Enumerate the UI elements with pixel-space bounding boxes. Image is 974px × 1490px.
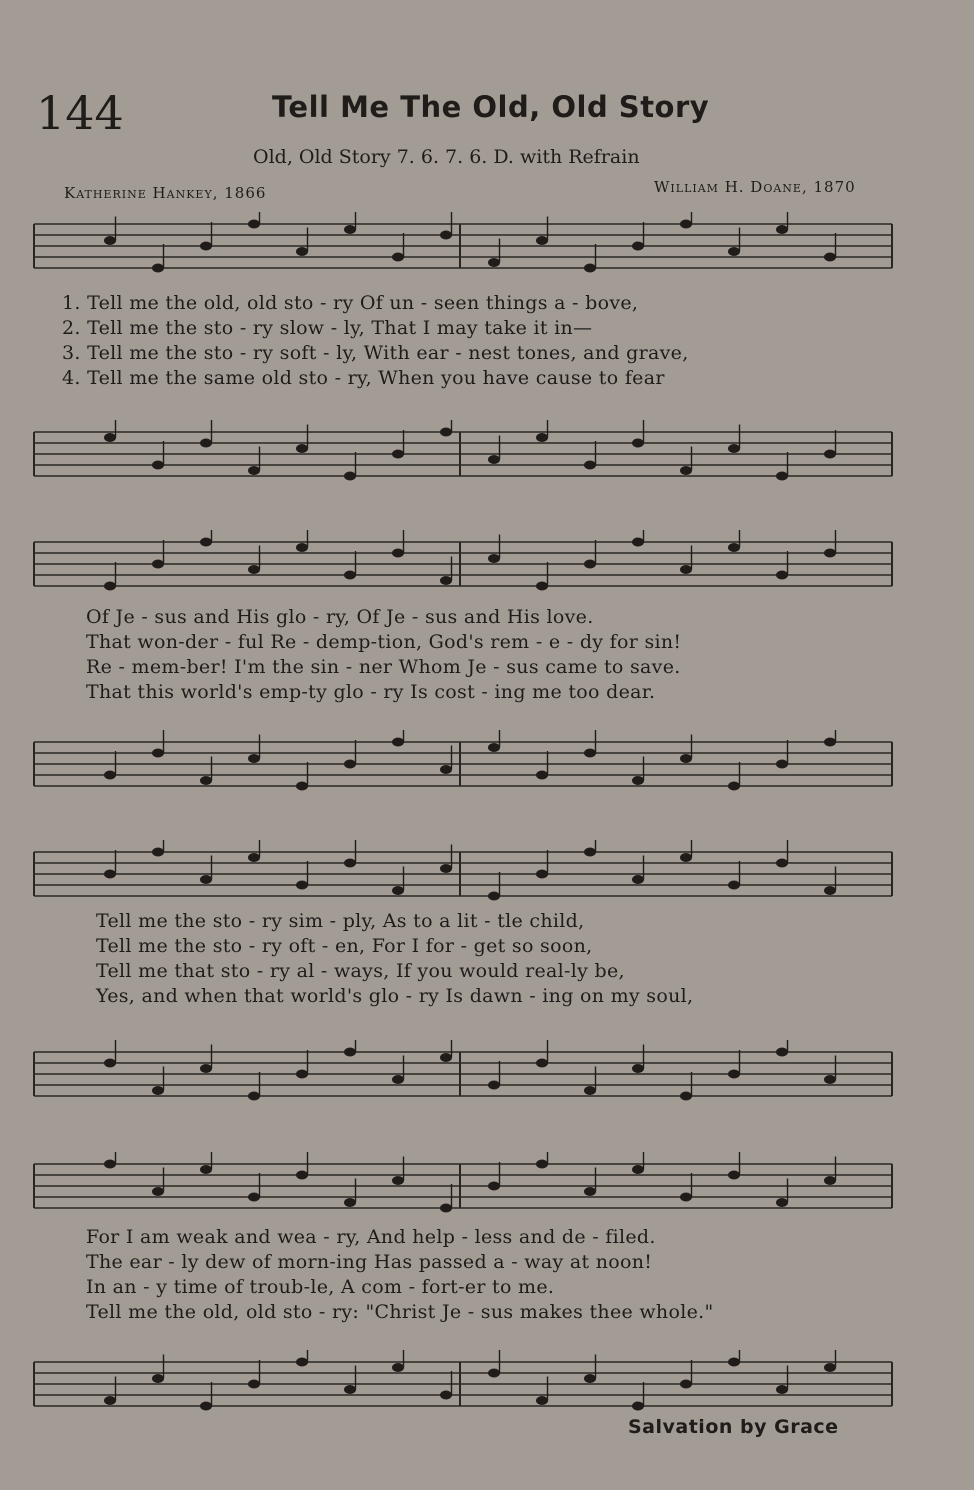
verse-line: 2. Tell me the sto - ry slow - ly, That I may take it in—	[62, 317, 593, 339]
verse-line: Re - mem-ber! I'm the sin - ner Whom Je - sus came to save.	[86, 656, 681, 678]
composer-credit: William H. Doane, 1870	[654, 178, 856, 196]
treble-staff-1	[30, 212, 900, 282]
verse-line: That this world's emp-ty glo - ry Is cost - ing me too dear.	[86, 681, 656, 703]
verse-line: Tell me the sto - ry sim - ply, As to a lit - tle child,	[96, 910, 585, 932]
bass-staff-3	[30, 1040, 900, 1110]
verse-line: Tell me that sto - ry al - ways, If you would real-ly be,	[96, 960, 625, 982]
treble-staff-2	[30, 530, 900, 600]
verse-line: 1. Tell me the old, old sto - ry Of un - seen things a - bove,	[62, 292, 639, 314]
verse-line: Of Je - sus and His glo - ry, Of Je - sus and His love.	[86, 606, 594, 628]
bass-staff-4	[30, 1350, 900, 1420]
treble-staff-3	[30, 840, 900, 910]
hymn-title: Tell Me The Old, Old Story	[272, 90, 710, 124]
verse-line: 4. Tell me the same old sto - ry, When you have cause to fear	[62, 367, 665, 389]
verse-line: Tell me the sto - ry oft - en, For I for - get so soon,	[96, 935, 593, 957]
verse-line: Yes, and when that world's glo - ry Is dawn - ing on my soul,	[96, 985, 694, 1007]
topic-footer: Salvation by Grace	[628, 1416, 839, 1438]
tune-meter: Old, Old Story 7. 6. 7. 6. D. with Refrain	[253, 146, 640, 168]
verse-line: The ear - ly dew of morn-ing Has passed a - way at noon!	[86, 1251, 653, 1273]
treble-staff-4	[30, 1152, 900, 1222]
verse-line: Tell me the old, old sto - ry: "Christ Je - sus makes thee whole."	[86, 1301, 714, 1323]
bass-staff-2	[30, 730, 900, 800]
bass-staff-1	[30, 420, 900, 490]
verse-line: That won-der - ful Re - demp-tion, God's rem - e - dy for sin!	[86, 631, 682, 653]
verse-line: 3. Tell me the sto - ry soft - ly, With ear - nest tones, and grave,	[62, 342, 689, 364]
verse-line: In an - y time of troub-le, A com - fort-er to me.	[86, 1276, 555, 1298]
author-credit: Katherine Hankey, 1866	[64, 184, 267, 202]
hymn-number: 144	[36, 86, 124, 140]
verse-line: For I am weak and wea - ry, And help - less and de - filed.	[86, 1226, 656, 1248]
